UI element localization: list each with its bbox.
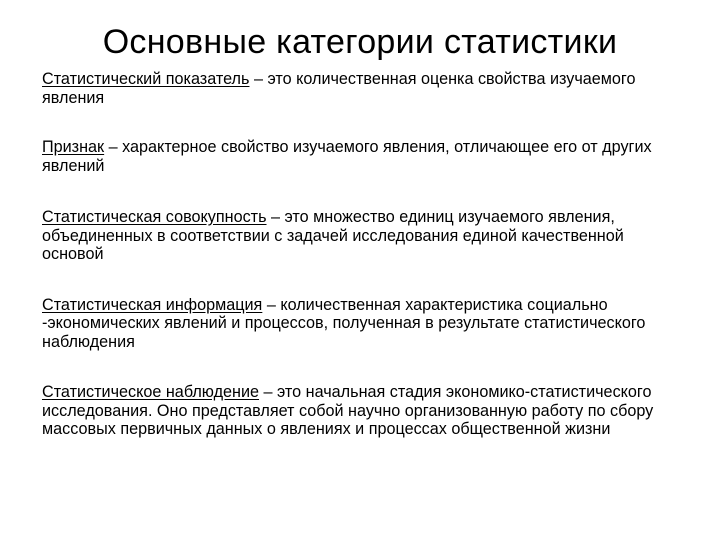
- definition-term: Статистическая совокупность: [42, 208, 267, 226]
- definition-term: Статистическая информация: [42, 295, 263, 314]
- definition-item-statistical-information: [42, 296, 687, 352]
- definition-text: – количественная характеристика социально -экономических явлений и процессов, полученная в результате статистического наблюдения: [42, 295, 646, 351]
- definition-item-statistical-indicator: [42, 70, 687, 107]
- definition-text: – характерное свойство изучаемого явления, отличающее его от других явлений: [42, 138, 652, 175]
- definition-item-statistical-population: [42, 208, 687, 264]
- slide-title: Основные категории статистики: [102, 23, 618, 61]
- definition-term: Статистический показатель: [42, 70, 250, 88]
- definition-item-attribute: [42, 138, 687, 175]
- definition-item-statistical-observation: [42, 383, 687, 439]
- definition-term: Статистическое наблюдение: [42, 383, 260, 401]
- definition-text: – это количественная оценка свойства изучаемого явления: [42, 70, 636, 107]
- definition-term: Признак: [42, 138, 105, 156]
- definition-text: – это множество единиц изучаемого явления, объединенных в соответствии с задачей исследования единой качественной основой: [42, 208, 624, 263]
- definition-list: [42, 70, 687, 439]
- definition-text: – это начальная стадия экономико-статистического исследования. Оно представляет собой научно организованную работу по сбору массовых первичных данных о явлениях и процессах общественной жизни: [42, 383, 654, 438]
